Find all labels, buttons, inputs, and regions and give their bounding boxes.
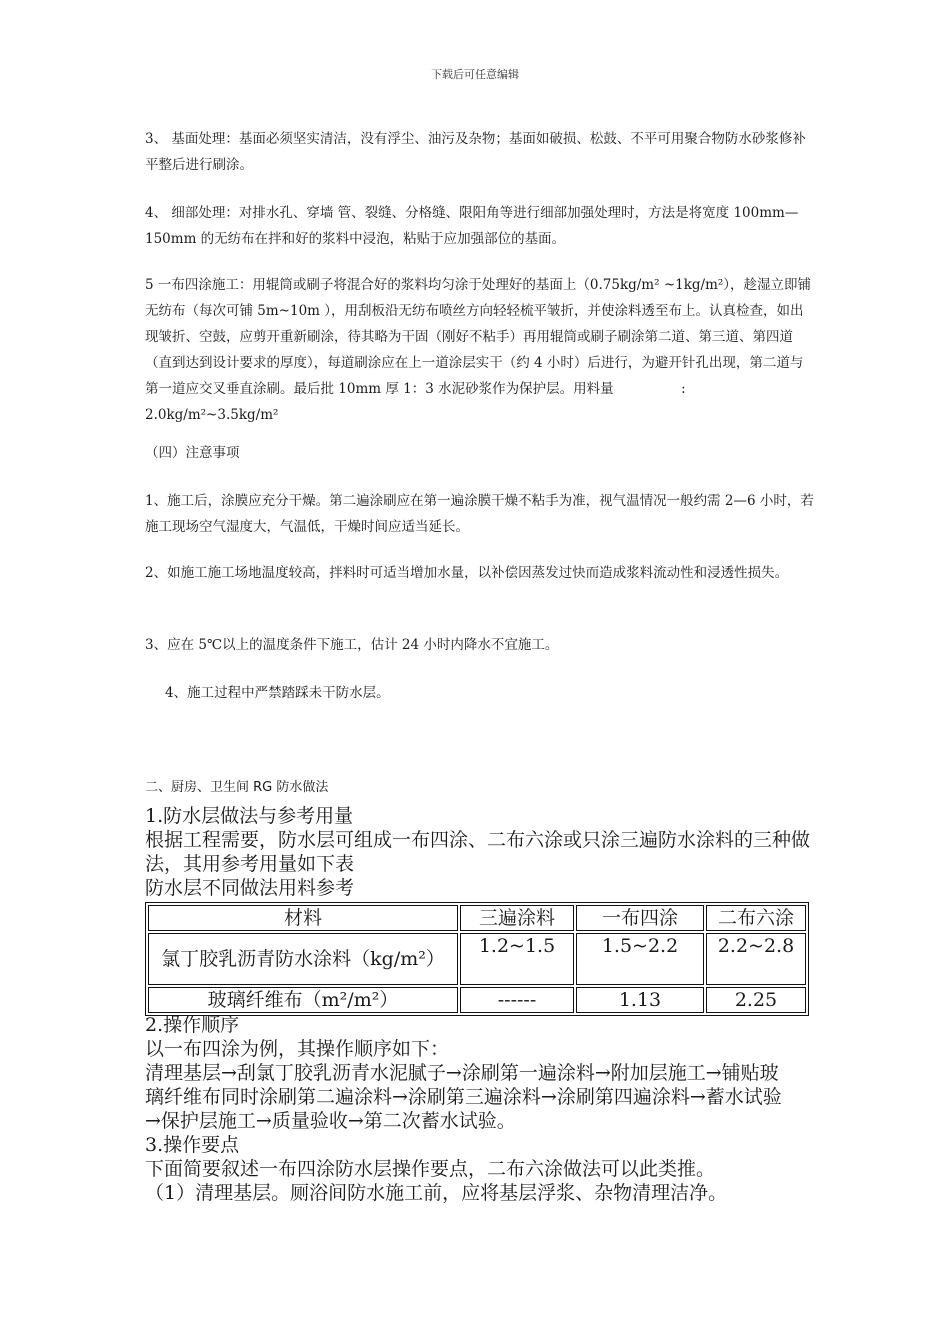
paragraph-intro: 根据工程需要，防水层可组成一布四涂、二布六涂或只涂三遍防水涂料的三种做法，其用参考用量如下表 bbox=[145, 829, 811, 875]
table-cell: 1.2~1.5 bbox=[460, 933, 574, 985]
table-cell: 玻璃纤维布（m²/m²） bbox=[148, 987, 458, 1013]
note-2: 2、如施工施工场地温度较高，拌料时可适当增加水量，以补偿因蒸发过快而造成浆料流动性和浸透性损失。 bbox=[145, 565, 789, 581]
table-cell: 2.25 bbox=[706, 987, 806, 1013]
table-cell: 2.2~2.8 bbox=[706, 933, 806, 985]
paragraph-detail-treatment: 4、 细部处理：对排水孔、穿墙 管、裂缝、分格缝、限阳角等进行细部加强处理时，方法是将宽度 100mm—150mm 的无纺布在拌和好的浆料中浸泡，粘贴于应加强部位的基面。 bbox=[145, 205, 799, 247]
heading-operation-order: 2.操作顺序 bbox=[145, 1014, 240, 1036]
paragraph-point-1: （1）清理基层。厕浴间防水施工前，应将基层浮浆、杂物清理洁净。 bbox=[145, 1182, 728, 1204]
section-heading-kitchen-bathroom: 二、厨房、卫生间 RG 防水做法 bbox=[145, 780, 329, 795]
note-1: 1、施工后，涂膜应充分干燥。第二遍涂刷应在第一遍涂膜干燥不粘手为准，视气温情况一般约需 2—6 小时，若施工现场空气湿度大，气温低，干燥时间应适当延长。 bbox=[145, 493, 814, 535]
note-4: 4、施工过程中严禁踏踩未干防水层。 bbox=[165, 685, 390, 701]
table-cell: 1.13 bbox=[576, 987, 704, 1013]
table-cell: 氯丁胶乳沥青防水涂料（kg/m²） bbox=[148, 933, 458, 985]
heading-operation-points: 3.操作要点 bbox=[145, 1134, 240, 1156]
paragraph-base-treatment: 3、 基面处理：基面必须坚实清洁，没有浮尘、油污及杂物；基面如破损、松鼓、不平可用聚合物防水砂浆修补平整后进行刷涂。 bbox=[145, 131, 806, 173]
table-row bbox=[148, 933, 806, 985]
materials-table bbox=[145, 902, 809, 1016]
paragraph-points-intro: 下面简要叙述一布四涂防水层操作要点，二布六涂做法可以此类推。 bbox=[145, 1158, 716, 1180]
table-row bbox=[148, 987, 806, 1013]
table-cell: 1.5~2.2 bbox=[576, 933, 704, 985]
table-header-cell: 一布四涂 bbox=[576, 905, 704, 931]
paragraph-order-intro: 以一布四涂为例，其操作顺序如下： bbox=[145, 1038, 450, 1060]
table-header-cell: 材料 bbox=[148, 905, 458, 931]
paragraph-one-cloth-four-coats: 5 一布四涂施工：用辊筒或刷子将混合好的浆料均匀涂于处理好的基面上（0.75kg/m² ~1kg/m²），趁湿立即铺无纺布（每次可铺 5m~10m ），用刮板沿无纺布喷丝方向轻轻梳平皱折，并使涂料透至布上。认真检查，如出现皱折、空鼓，应剪开重新刷涂，待其略为干固（刚好不粘手）再用辊筒或刷子刷涂第二道、第三道、第四道（直到达到设计要求的厚度），每道刷涂应在上一道涂层实干（约 4 小时）后进行，为避开针孔出现，第二道与第一道应交叉垂直涂刷。最后批 10mm 厚 1：3 水泥砂浆作为保护层。用料量 : 2.0kg/m²~3.5kg/m² bbox=[145, 277, 812, 423]
table-header-cell: 二布六涂 bbox=[706, 905, 806, 931]
table-title: 防水层不同做法用料参考 bbox=[145, 877, 355, 899]
table-header-row bbox=[148, 905, 806, 931]
table-cell: ------ bbox=[460, 987, 574, 1013]
table-header-cell: 三遍涂料 bbox=[460, 905, 574, 931]
paragraph-order-steps: 清理基层→刮氯丁胶乳沥青水泥腻子→涂刷第一遍涂料→附加层施工→铺贴玻璃纤维布同时涂刷第二遍涂料→涂刷第三遍涂料→涂刷第四遍涂料→蓄水试验→保护层施工→质量验收→第二次蓄水试验。 bbox=[145, 1062, 782, 1132]
heading-waterproof-layer: 1.防水层做法与参考用量 bbox=[145, 805, 354, 827]
note-3: 3、应在 5℃以上的温度条件下施工，估计 24 小时内降水不宜施工。 bbox=[145, 637, 559, 653]
page-header: 下载后可任意编辑 bbox=[431, 68, 519, 81]
section-heading-notes: （四）注意事项 bbox=[145, 445, 240, 461]
